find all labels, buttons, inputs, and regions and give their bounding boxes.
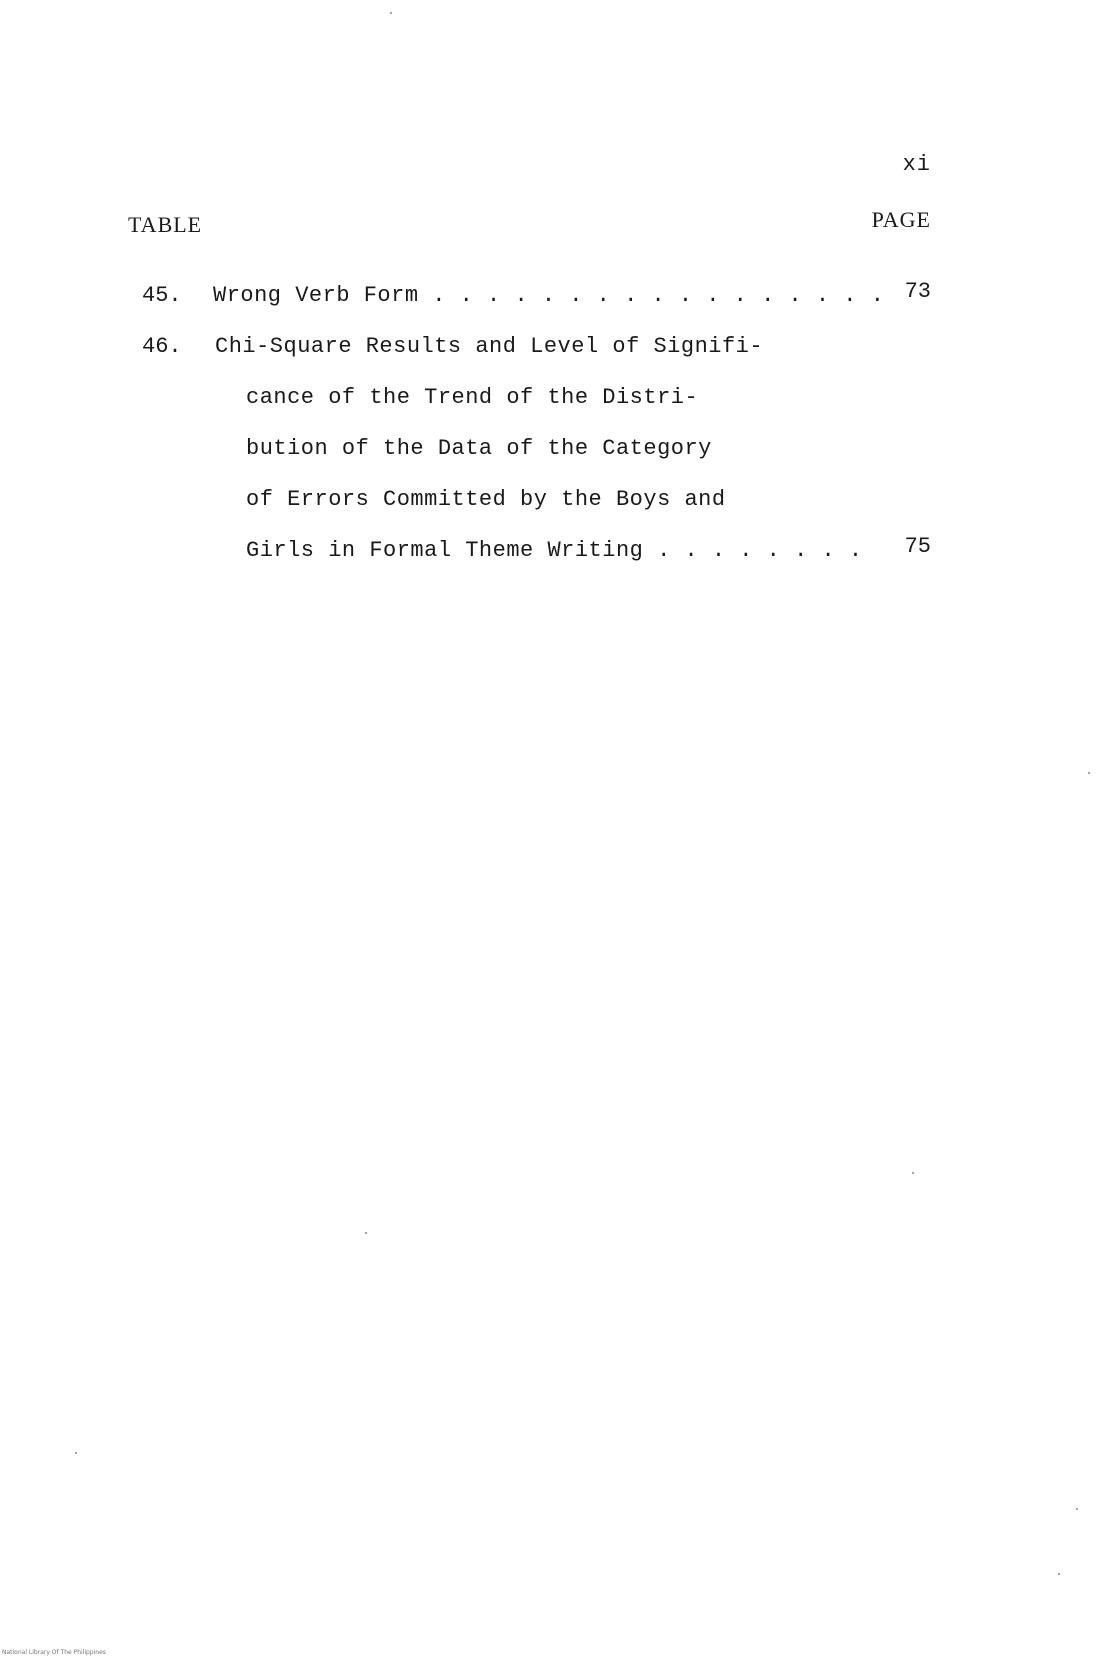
scan-footer: National Library Of The Philippines (2, 1649, 106, 1656)
entry-page: 73 (904, 279, 931, 304)
scan-speck (75, 1452, 77, 1454)
page-column-header: PAGE (871, 207, 931, 232)
scan-speck (1058, 1573, 1060, 1575)
entry-page: 75 (904, 534, 931, 559)
entry-number: 46. (142, 334, 182, 359)
entry-title-line: Wrong Verb Form . . . . . . . . . . . . . . . . . (213, 283, 885, 308)
entry-number: 45. (142, 283, 182, 308)
scan-speck (912, 1172, 914, 1174)
entry-title-line: of Errors Committed by the Boys and (246, 487, 726, 512)
entry-title-line: cance of the Trend of the Distri- (246, 385, 699, 410)
entry-title-line: Chi-Square Results and Level of Signifi- (215, 334, 764, 359)
entry-title-line: Girls in Formal Theme Writing . . . . . . . . (246, 538, 863, 563)
page-number: xi (902, 152, 931, 177)
scan-speck (1088, 772, 1090, 774)
scan-speck (365, 1232, 367, 1234)
scan-speck (1076, 1508, 1078, 1510)
entry-title-line: bution of the Data of the Category (246, 436, 712, 461)
table-column-header: TABLE (128, 212, 203, 237)
scan-speck (390, 12, 392, 14)
